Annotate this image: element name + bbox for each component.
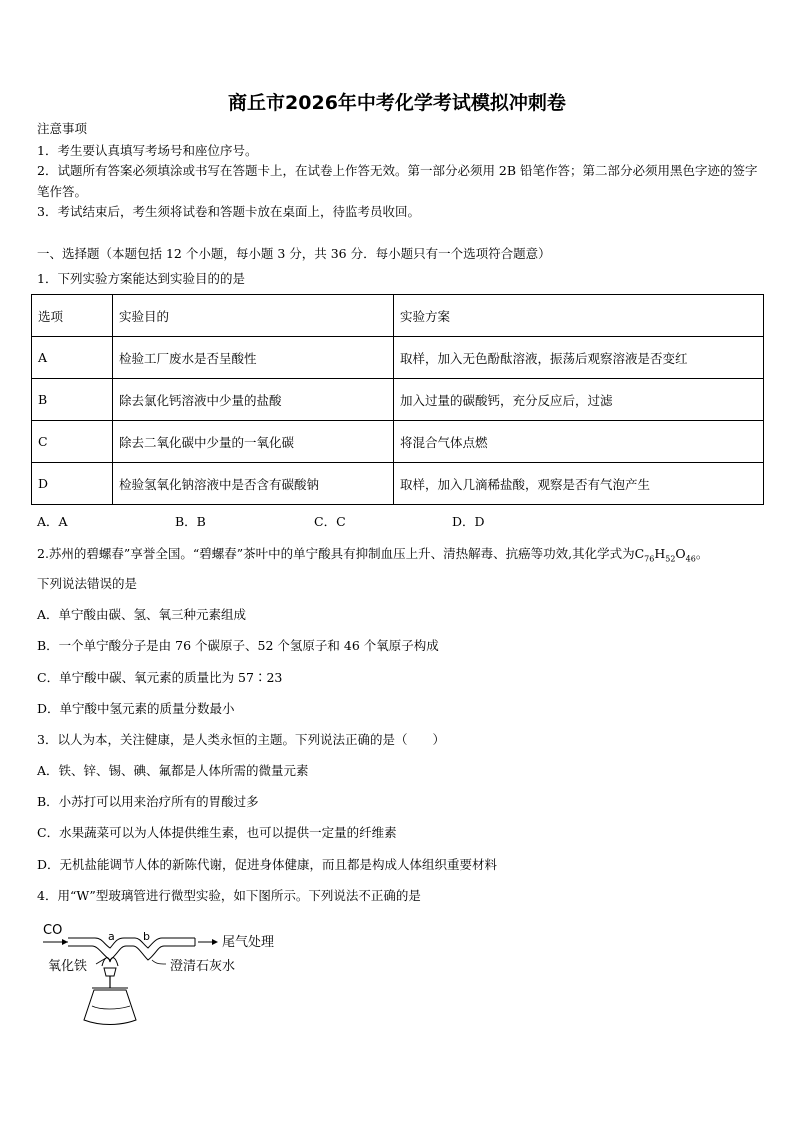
- alcohol-lamp-icon: [84, 990, 136, 1025]
- iron-oxide-label: 氧化铁: [48, 959, 88, 974]
- table-row: [32, 463, 764, 505]
- question-4-stem: 4．用“W”型玻璃管进行微型实验，如下图所示。下列说法不正确的是: [37, 888, 421, 903]
- question-2-stem-2: 下列说法错误的是: [37, 576, 138, 591]
- table-cell: C: [32, 421, 113, 463]
- question-1-table: [31, 294, 764, 505]
- exhaust-label: 尾气处理: [222, 935, 275, 950]
- question-3-option-d[interactable]: D．无机盐能调节人体的新陈代谢，促进身体健康，而且都是构成人体组织重要材料: [37, 857, 498, 872]
- lamp-liquid-line: [92, 1006, 130, 1009]
- notice-item-1: 1．考生要认真填写考场号和座位序号。: [37, 143, 258, 158]
- question-2-option-d[interactable]: D．单宁酸中氢元素的质量分数最小: [37, 701, 235, 716]
- table-cell: 将混合气体点燃: [394, 421, 764, 463]
- table-cell: 除去氯化钙溶液中少量的盐酸: [113, 379, 394, 421]
- question-3-option-c[interactable]: C．水果蔬菜可以为人体提供维生素，也可以提供一定量的纤维素: [37, 825, 397, 840]
- table-cell: A: [32, 337, 113, 379]
- table-cell: 取样，加入几滴稀盐酸，观察是否有气泡产生: [394, 463, 764, 505]
- limewater-label: 澄清石灰水: [170, 959, 236, 974]
- question-1-stem: 1．下列实验方案能达到实验目的的是: [37, 271, 245, 286]
- table-cell: 除去二氧化碳中少量的一氧化碳: [113, 421, 394, 463]
- limewater-pointer: [152, 960, 166, 964]
- point-b-label: b: [143, 930, 150, 943]
- table-row: [32, 421, 764, 463]
- w-tube-apparatus-figure: [40, 918, 300, 1033]
- table-header-cell: 实验方案: [394, 295, 764, 337]
- question-3-stem: 3．以人为本，关注健康，是人类永恒的主题。下列说法正确的是（ ）: [37, 732, 445, 747]
- table-cell: 取样，加入无色酚酞溶液，振荡后观察溶液是否变红: [394, 337, 764, 379]
- question-2-stem: 2.苏州的碧螺春”享誉全国。“碧螺春”茶叶中的单宁酸具有抑制血压上升、清热解毒、抗癌等功效,其化学式为$C_{76}H_{52}O_{46}$。: [37, 546, 709, 564]
- table-cell: B: [32, 379, 113, 421]
- point-a-label: a: [108, 930, 115, 943]
- table-cell: 检验工厂废水是否呈酸性: [113, 337, 394, 379]
- choice-d[interactable]: D．D: [452, 514, 485, 529]
- w-tube-bottom: [68, 946, 195, 960]
- question-3-option-b[interactable]: B．小苏打可以用来治疗所有的胃酸过多: [37, 794, 259, 809]
- lamp-wick-icon: [104, 968, 116, 976]
- table-header-cell: 实验目的: [113, 295, 394, 337]
- exhaust-arrow-head: [212, 939, 218, 945]
- table-cell: 检验氢氧化钠溶液中是否含有碳酸钠: [113, 463, 394, 505]
- choice-a[interactable]: A．A: [37, 514, 68, 529]
- notice-item-3: 3．考试结束后，考生须将试卷和答题卡放在桌面上，待监考员收回。: [37, 204, 420, 219]
- choice-c[interactable]: C．C: [314, 514, 346, 529]
- page-title: 商丘市2026年中考化学考试模拟冲刺卷: [228, 92, 566, 114]
- question-3-option-a[interactable]: A．铁、锌、锡、碘、氟都是人体所需的微量元素: [37, 763, 309, 778]
- table-row: [32, 379, 764, 421]
- choice-b[interactable]: B．B: [175, 514, 206, 529]
- notice-heading: 注意事项: [37, 121, 88, 136]
- co-label: CO: [43, 923, 63, 938]
- table-row: [32, 337, 764, 379]
- question-2-option-c[interactable]: C．单宁酸中碳、氧元素的质量比为 57∶23: [37, 670, 283, 685]
- question-2-option-b[interactable]: B．一个单宁酸分子是由 76 个碳原子、52 个氢原子和 46 个氧原子构成: [37, 638, 439, 653]
- table-cell: 加入过量的碳酸钙，充分反应后，过滤: [394, 379, 764, 421]
- flame-icon: [102, 958, 118, 966]
- notice-item-2: 2．试题所有答案必须填涂或书写在答题卡上，在试卷上作答无效。第一部分必须用 2B 铅笔作答；第二部分必须用黑色字迹的签字笔作答。: [37, 163, 758, 199]
- table-header-row: [32, 295, 764, 337]
- section-heading: 一、选择题（本题包括 12 个小题，每小题 3 分，共 36 分．每小题只有一个选项符合题意）: [37, 246, 551, 261]
- question-2-option-a[interactable]: A．单宁酸由碳、氢、氧三种元素组成: [37, 607, 247, 622]
- co-arrow-head: [62, 939, 68, 945]
- table-cell: D: [32, 463, 113, 505]
- table-header-cell: 选项: [32, 295, 113, 337]
